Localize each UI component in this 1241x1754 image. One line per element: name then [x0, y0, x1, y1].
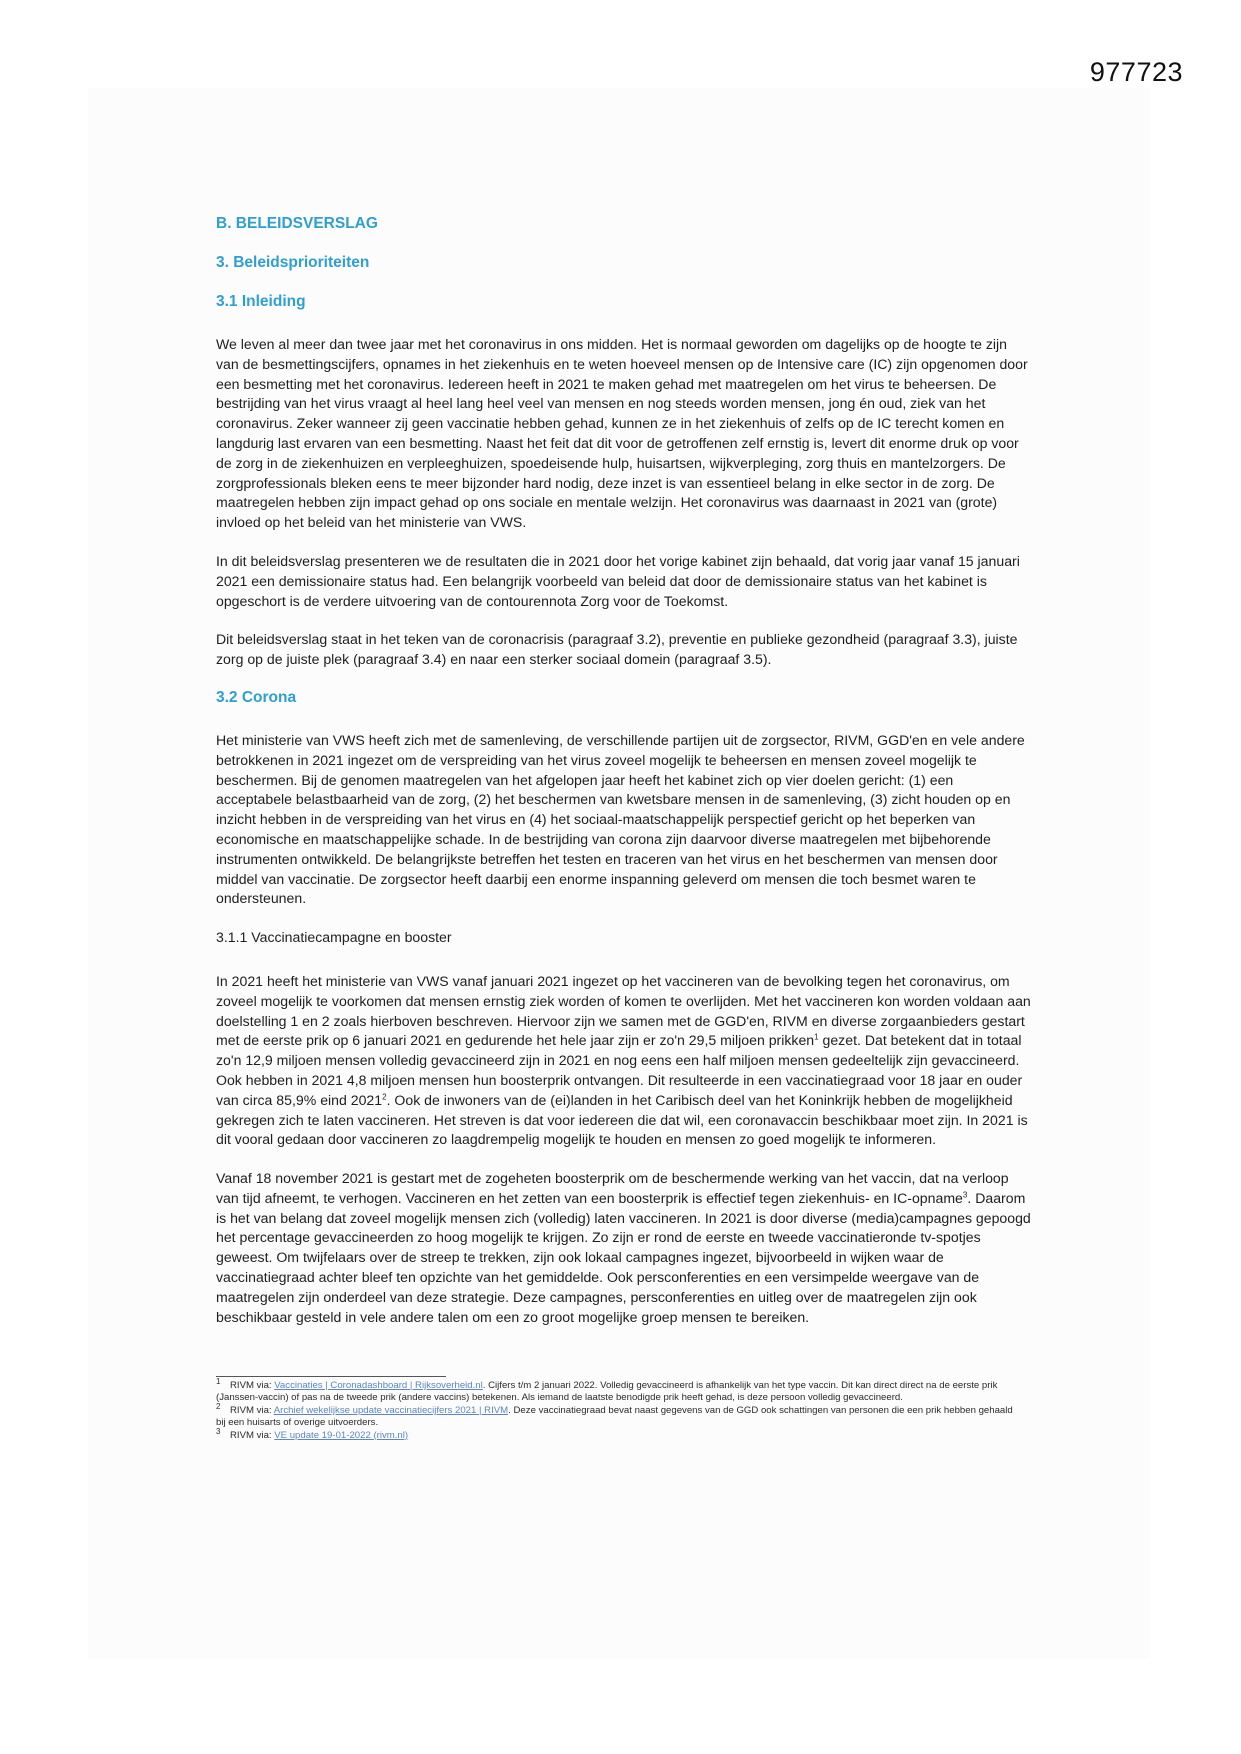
footnote-source: RIVM via: — [230, 1429, 275, 1441]
footnote-link[interactable]: Vaccinaties | Coronadashboard | Rijksoverheid.nl — [274, 1380, 483, 1391]
footnote-text: . Cijfers t/m 2 januari 2022. Volledig gevaccineerd is afhankelijk van het type vaccin. Dit kan direct direct na de eerste prik (Janssen-vaccin) of pas na de tweede prik (andere vaccins) betekenen. Als iemand de laatste benodigde prik heeft gehad, is deze persoon volledig gevaccineerd. — [216, 1380, 998, 1404]
footnote-number: 1 — [216, 1376, 221, 1386]
document-number: 977723 — [1089, 57, 1183, 87]
paragraph-booster-part-1: Vanaf 18 november 2021 is gestart met de zogeheten boosterprik om de beschermende werking van het vaccin, dat na verloop van tijd afneemt, te verhogen. Vaccineren en het zetten van een boosterprik is effectief tegen ziekenhuis- en IC-opname — [216, 1170, 1009, 1206]
paragraph-corona: Het ministerie van VWS heeft zich met de samenleving, de verschillende partijen uit de zorgsector, RIVM, GGD'en en vele andere betrokkenen in 2021 ingezet om de verspreiding van het virus zoveel mogelijk te beheersen en mensen zoveel mogelijk te beschermen. Bij de genomen maatregelen van het afgelopen jaar heeft het kabinet zich op vier doelen gericht: (1) een acceptabele belastbaarheid van de zorg, (2) het beschermen van kwetsbare mensen in de samenleving, (3) zicht houden op en inzicht hebben in de verspreiding van het virus en (4) het sociaal-maatschappelijk perspectief gericht op het beperken van economische en maatschappelijke schade. In de bestrijding van corona zijn daarvoor diverse maatregelen met bijbehorende instrumenten ontwikkeld. De belangrijkste betreffen het testen en traceren van het virus en het beschermen van mensen door middel van vaccinatie. De zorgsector heeft daarbij een enorme inspanning geleverd om mensen die toch besmet waren te ondersteunen. — [216, 731, 1025, 907]
paragraph-intro: We leven al meer dan twee jaar met het coronavirus in ons midden. Het is normaal geworden om dagelijks op de hoogte te zijn van de besmettingscijfers, opnames in het ziekenhuis en te weten hoeveel mensen op de Intensive care (IC) zijn opgenomen door een besmetting met het coronavirus. Iedereen heeft in 2021 te maken gehad met maatregelen om het virus te beheersen. De bestrijding van het virus vraagt al heel lang heel veel van mensen en nog steeds worden mensen, jong én oud, ziek van het coronavirus. Zeker wanneer zij geen vaccinatie hebben gehad, kunnen ze in het ziekenhuis of zelfs op de IC terecht komen en langdurig last ervaren van een besmetting. Naast het feit dat dit voor de getroffenen zelf ernstig is, levert dit enorme druk op voor de zorg in de ziekenhuizen en verpleeghuizen, spoedeisende hulp, huisartsen, wijkverpleging, zorg thuis en mantelzorgers. De zorgprofessionals bleken eens te meer bijzonder hard nodig, deze inzet is van essentieel belang in elke sector in de zorg. De maatregelen hebben zijn impact gehad op ons sociale en mentale welzijn. Het coronavirus was daarnaast in 2021 van (grote) invloed op het beleid van het ministerie van VWS. — [216, 336, 1028, 531]
paragraph-booster-part-2: . Daarom is het van belang dat zoveel mogelijk mensen zich (volledig) laten vaccineren. In 2021 is door diverse (media)campagnes gepoogd het percentage gevaccineerden zo hoog mogelijk te krijgen. Zo zijn er rond de eerste en tweede vaccinatieronde tv-spotjes geweest. Om twijfelaars over de streep te trekken, zijn ook lokaal campagnes ingezet, bijvoorbeeld in wijken waar de vaccinatiegraad achter bleef ten opzichte van het gemiddelde. Ook persconferenties en een versimpelde weergave van de maatregelen zijn onderdeel van deze strategie. Deze campagnes, persconferenties en uitleg over de maatregelen zijn ook beschikbaar gesteld in vele andere talen om een zo groot mogelijke groep mensen te bereiken. — [216, 1189, 1031, 1325]
footnote-number: 2 — [216, 1401, 221, 1411]
heading-corona: 3.2 Corona — [216, 688, 297, 706]
paragraph-demissionair: In dit beleidsverslag presenteren we de resultaten die in 2021 door het vorige kabinet zijn behaald, dat vorig jaar vanaf 15 januari 2021 een demissionaire status had. Een belangrijk voorbeeld van beleid dat door de demissionaire status van het kabinet is opgeschort is de verdere uitvoering van de contourennota Zorg voor de Toekomst. — [216, 552, 1020, 609]
paragraph-vaccinatie — [216, 972, 1031, 1150]
paragraph-overview: Dit beleidsverslag staat in het teken van de coronacrisis (paragraaf 3.2), preventie en publieke gezondheid (paragraaf 3.3), juiste zorg op de juiste plek (paragraaf 3.4) en naar een sterker sociaal domein (paragraaf 3.5). — [216, 631, 1018, 668]
footnote-ref-3[interactable]: 3 — [962, 1190, 968, 1200]
footnote-source: RIVM via: — [230, 1404, 274, 1416]
footnote-3 — [216, 1426, 1016, 1442]
subheading-vaccinatiecampagne: 3.1.1 Vaccinatiecampagne en booster — [216, 929, 452, 946]
footnote-number: 3 — [216, 1426, 221, 1436]
paragraph-vaccinatie-part-1: In 2021 heeft het ministerie van VWS vanaf januari 2021 ingezet op het vaccineren van de bevolking tegen het coronavirus, om zoveel mogelijk te voorkomen dat mensen ernstig ziek worden of komen te overlijden. Met het vaccineren kon worden voldaan aan doelstelling 1 en 2 zoals hierboven beschreven. Hiervoor zijn we samen met de GGD'en, RIVM en diverse zorgaanbieders gestart met de eerste prik op 6 januari 2021 en gedurende het hele jaar zijn er zo'n 29,5 miljoen prikken — [216, 972, 1031, 1049]
footnote-text: . Deze vaccinatiegraad bevat naast gegevens van de GGD ook schattingen van personen die een prik hebben gehaald bij een huisarts of overige uitvoerders. — [216, 1404, 1013, 1429]
footnote-divider — [216, 1376, 446, 1377]
footnote-link[interactable]: Archief wekelijkse update vaccinatiecijfers 2021 | RIVM — [273, 1404, 509, 1416]
footnote-1 — [216, 1376, 1016, 1405]
paragraph-vaccinatie-part-3: . Ook de inwoners van de (ei)landen in het Caribisch deel van het Koninkrijk hebben de mogelijkheid gekregen zich te laten vaccineren. Het streven is dat voor iedereen die dat wil, een coronavaccin beschikbaar moet zijn. In 2021 is dit vooral gedaan door vaccineren zo laagdrempelig mogelijk te houden en mensen zo goed mogelijk te informeren. — [216, 1091, 1028, 1148]
footnote-source: RIVM via: — [230, 1380, 275, 1391]
footnote-ref-1[interactable]: 1 — [814, 1032, 819, 1042]
document-body — [216, 215, 1031, 1346]
footnotes — [216, 1376, 1016, 1442]
footnote-link[interactable]: VE update 19-01-2022 (rivm.nl) — [274, 1429, 409, 1441]
paragraph-booster — [216, 1169, 1031, 1327]
footnote-ref-2[interactable]: 2 — [382, 1092, 387, 1102]
heading-beleidsverslag: B. BELEIDSVERSLAG — [216, 215, 378, 232]
heading-beleidsprioriteiten: 3. Beleidsprioriteiten — [216, 254, 370, 271]
paragraph-vaccinatie-part-2: gezet. Dat betekent dat in totaal zo'n 12,9 miljoen mensen volledig gevaccineerd zijn in 2021 en nog eens een half miljoen mensen gedeeltelijk zijn gevaccineerd. Ook hebben in 2021 4,8 miljoen mensen hun boosterprik ontvangen. Dit resulteerde in een vaccinatiegraad voor 18 jaar en ouder van circa 85,9% eind 2021 — [216, 1032, 1023, 1108]
heading-inleiding: 3.1 Inleiding — [216, 293, 306, 310]
footnote-2 — [216, 1401, 1016, 1430]
